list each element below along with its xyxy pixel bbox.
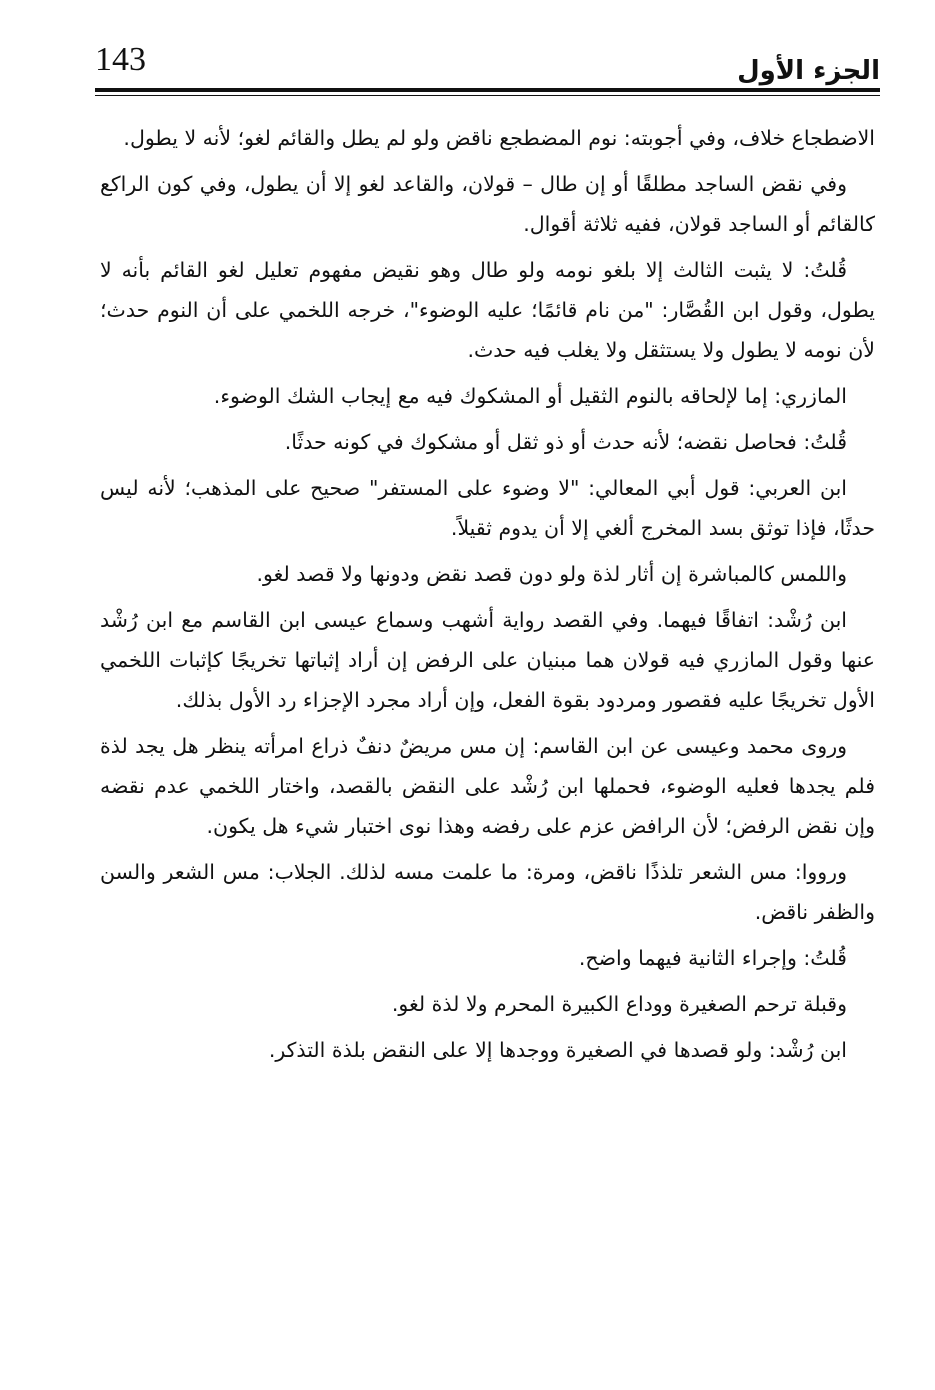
- running-head: الجزء الأول: [737, 56, 880, 86]
- page-number: 143: [95, 41, 146, 78]
- paragraph: قُلتُ: وإجراء الثانية فيهما واضح.: [578, 946, 847, 970]
- paragraph: ابن رُشْد: ولو قصدها في الصغيرة ووجدها إلا على النقض بلذة التذكر.: [268, 1038, 847, 1062]
- paragraph: واللمس كالمباشرة إن أثار لذة ولو دون قصد نقض ودونها ولا قصد لغو.: [256, 562, 847, 586]
- paragraph: قُلتُ: فحاصل نقضه؛ لأنه حدث أو ذو ثقل أو مشكوك في كونه حدثًا.: [284, 430, 847, 454]
- paragraph: وروى محمد وعيسى عن ابن القاسم: إن مس مريضٌ دنفٌ ذراع امرأته ينظر هل يجد لذة فلم يجدها فعليه الوضوء، فحملها ابن رُشْد على النقض بالقصد، واختار اللخمي عدم نقضه وإن نقض الرفض؛ لأن الرافض عزم على رفضه وهذا نوى اختبار شيء هل يكون.: [100, 734, 875, 838]
- header-rule-thick: [95, 88, 880, 92]
- paragraph: وفي نقض الساجد مطلقًا أو إن طال – قولان، والقاعد لغو إلا أن يطول، وفي كون الراكع كالقائم أو الساجد قولان، ففيه ثلاثة أقوال.: [100, 172, 875, 236]
- paragraph: ابن العربي: قول أبي المعالي: "لا وضوء على المستفر" صحيح على المذهب؛ لأنه ليس حدثًا، فإذا توثق بسد المخرج ألغي إلا أن يدوم ثقيلاً.: [100, 476, 875, 540]
- paragraph: الاضطجاع خلاف، وفي أجوبته: نوم المضطجع ناقض ولو لم يطل والقائم لغو؛ لأنه لا يطول.: [123, 126, 875, 150]
- body-text: [100, 118, 875, 1076]
- paragraph: ورووا: مس الشعر تلذذًا ناقض، ومرة: ما علمت مسه لذلك. الجلاب: مس الشعر والسن والظفر ناقض.: [100, 860, 875, 924]
- paragraph: ابن رُشْد: اتفاقًا فيهما. وفي القصد رواية أشهب وسماع عيسى ابن القاسم مع ابن رُشْد عنها وقول المازري فيه قولان هما مبنيان على الرفض إن أراد إثباتها تخريجًا كإثبات اللخمي الأول تخريجًا عليه فقصور ومردود بقوة الفعل، وإن أراد مجرد الإجزاء رد الأول بذلك.: [100, 608, 875, 712]
- paragraph: المازري: إما لإلحاقه بالنوم الثقيل أو المشكوك فيه مع إيجاب الشك الوضوء.: [213, 384, 847, 408]
- paragraph: وقبلة ترحم الصغيرة ووداع الكبيرة المحرم ولا لذة لغو.: [391, 992, 847, 1016]
- header-rule-thin: [95, 95, 880, 96]
- paragraph: قُلتُ: لا يثبت الثالث إلا بلغو نومه ولو طال وهو نقيض مفهوم تعليل لغو القائم بأنه لا يطول، وقول ابن القُصَّار: "من نام قائمًا؛ عليه الوضوء"، خرجه اللخمي على أن النوم حدث؛ لأن نومه لا يطول ولا يستثقل ولا يغلب فيه حدث.: [100, 258, 875, 362]
